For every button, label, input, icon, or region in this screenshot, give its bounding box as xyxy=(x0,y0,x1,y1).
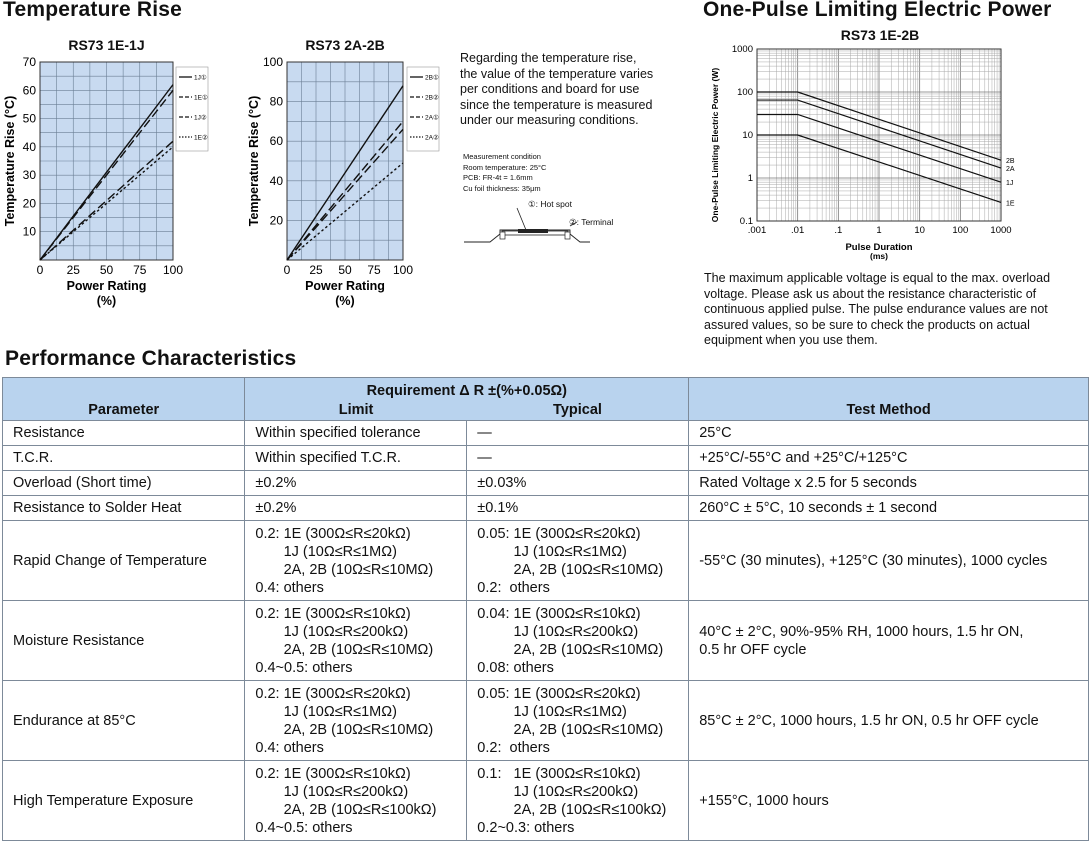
terminal-left xyxy=(500,232,505,239)
temp-rise-chart-2a-2b xyxy=(244,52,444,317)
performance-table xyxy=(2,377,1089,841)
typical-header: Typical xyxy=(467,399,689,421)
test-cell: 25°C xyxy=(689,421,1089,446)
parameter-cell: Overload (Short time) xyxy=(3,471,245,496)
y-tick-label: 50 xyxy=(22,111,36,126)
limit-cell: ±0.2% xyxy=(245,496,467,521)
legend-label: 1J① xyxy=(194,74,207,82)
y-tick-label: 1000 xyxy=(731,44,753,55)
terminal-right xyxy=(565,232,570,239)
table-row xyxy=(3,446,1089,471)
y-tick-label: 1 xyxy=(747,173,753,184)
series-label: 1J xyxy=(1006,180,1014,188)
typical-cell: — xyxy=(467,421,689,446)
y-tick-label: 20 xyxy=(22,196,36,211)
condition-line: Measurement condition xyxy=(463,152,541,161)
parameter-cell: T.C.R. xyxy=(3,446,245,471)
x-tick-label: 100 xyxy=(162,263,184,277)
limit-cell: 0.2: 1E (300Ω≤R≤20kΩ) 1J (10Ω≤R≤1MΩ) 2A, 2B (10Ω≤R≤10MΩ) 0.4: others xyxy=(245,521,467,601)
x-tick-label: 75 xyxy=(367,263,381,277)
y-tick-label: 40 xyxy=(269,173,283,188)
y-tick-label: 60 xyxy=(269,134,283,149)
requirement-header: Requirement Δ R ±(%+0.05Ω) xyxy=(245,378,689,400)
test-cell: Rated Voltage x 2.5 for 5 seconds xyxy=(689,471,1089,496)
test-cell: -55°C (30 minutes), +125°C (30 minutes), 1000 cycles xyxy=(689,521,1089,601)
x-axis-unit: (%) xyxy=(96,294,117,308)
limit-cell: ±0.2% xyxy=(245,471,467,496)
legend-label: 2A① xyxy=(425,114,439,122)
y-axis-label: Temperature Rise (°C) xyxy=(3,95,17,227)
x-tick-label: 25 xyxy=(309,263,323,277)
parameter-cell: Resistance xyxy=(3,421,245,446)
temp-rise-title: Temperature Rise xyxy=(3,0,183,21)
parameter-header: Parameter xyxy=(3,399,245,421)
test-cell: 40°C ± 2°C, 90%-95% RH, 1000 hours, 1.5 hr ON, 0.5 hr OFF cycle xyxy=(689,601,1089,681)
x-tick-label: 100 xyxy=(952,225,969,236)
legend-label: 2A② xyxy=(425,134,439,142)
x-tick-label: 100 xyxy=(392,263,414,277)
pulse-title: One-Pulse Limiting Electric Power xyxy=(703,0,1052,21)
chart1-title: RS73 1E-1J xyxy=(68,37,145,53)
condition-line: PCB: FR-4t = 1.6mm xyxy=(463,173,533,182)
x-tick-label: .01 xyxy=(791,225,805,236)
legend-label: 2B① xyxy=(425,74,439,82)
y-axis-label: Temperature Rise (°C) xyxy=(247,95,261,227)
y-tick-label: 0.1 xyxy=(739,216,753,227)
performance-title: Performance Characteristics xyxy=(5,347,297,370)
series-label: 2B xyxy=(1006,158,1015,166)
x-tick-label: .1 xyxy=(834,225,843,236)
typical-cell: 0.05: 1E (300Ω≤R≤20kΩ) 1J (10Ω≤R≤1MΩ) 2A, 2B (10Ω≤R≤10MΩ) 0.2: others xyxy=(467,681,689,761)
legend-label: 2B② xyxy=(425,94,439,102)
x-axis-unit: (ms) xyxy=(870,251,888,261)
measurement-condition xyxy=(463,152,546,194)
x-axis-label: Pulse Duration xyxy=(845,242,913,253)
desc-line: Regarding the temperature rise, xyxy=(460,51,637,65)
test-cell: +155°C, 1000 hours xyxy=(689,761,1089,841)
condition-line: Cu foil thickness: 35μm xyxy=(463,183,541,193)
limit-cell: Within specified tolerance xyxy=(245,421,467,446)
parameter-cell: Moisture Resistance xyxy=(3,601,245,681)
limit-cell: 0.2: 1E (300Ω≤R≤20kΩ) 1J (10Ω≤R≤1MΩ) 2A, 2B (10Ω≤R≤10MΩ) 0.4: others xyxy=(245,681,467,761)
pulse-chart-title: RS73 1E-2B xyxy=(840,27,920,43)
parameter-cell: Resistance to Solder Heat xyxy=(3,496,245,521)
y-tick-label: 80 xyxy=(269,94,283,109)
pulse-desc-line: The maximum applicable voltage is equal to the max. overload xyxy=(704,271,1051,285)
legend-label: 1E① xyxy=(194,94,208,102)
parameter-header-top xyxy=(3,378,245,400)
y-tick-label: 20 xyxy=(269,213,283,228)
test-method-header: Test Method xyxy=(689,399,1089,421)
resistor-element xyxy=(518,229,548,233)
y-tick-label: 10 xyxy=(742,130,753,141)
y-tick-label: 60 xyxy=(22,83,36,98)
chart1-plot xyxy=(3,55,208,308)
x-tick-label: 50 xyxy=(99,263,114,277)
table-row xyxy=(3,471,1089,496)
test-cell: 85°C ± 2°C, 1000 hours, 1.5 hr ON, 0.5 hr OFF cycle xyxy=(689,681,1089,761)
limit-cell: 0.2: 1E (300Ω≤R≤10kΩ) 1J (10Ω≤R≤200kΩ) 2A, 2B (10Ω≤R≤10MΩ) 0.4~0.5: others xyxy=(245,601,467,681)
terminal-label: ②: Terminal xyxy=(569,217,614,227)
x-tick-label: 50 xyxy=(338,263,352,277)
series-label: 1E xyxy=(1006,200,1015,208)
limit-header: Limit xyxy=(245,399,467,421)
desc-line: under our measuring conditions. xyxy=(460,113,639,127)
typical-cell: 0.1: 1E (300Ω≤R≤10kΩ) 1J (10Ω≤R≤200kΩ) 2A, 2B (10Ω≤R≤100kΩ) 0.2~0.3: others xyxy=(467,761,689,841)
parameter-cell: High Temperature Exposure xyxy=(3,761,245,841)
test-header-top xyxy=(689,378,1089,400)
pulse-description xyxy=(704,271,1084,349)
condition-line: Room temperature: 25°C xyxy=(463,162,547,172)
desc-line: since the temperature is measured xyxy=(460,97,653,112)
typical-cell: ±0.1% xyxy=(467,496,689,521)
y-tick-label: 70 xyxy=(22,55,36,69)
typical-cell: 0.04: 1E (300Ω≤R≤10kΩ) 1J (10Ω≤R≤200kΩ) 2A, 2B (10Ω≤R≤10MΩ) 0.08: others xyxy=(467,601,689,681)
table-row xyxy=(3,496,1089,521)
desc-line: the value of the temperature varies xyxy=(460,66,654,81)
table-row xyxy=(3,681,1089,761)
table-row xyxy=(3,521,1089,601)
chart3-plot xyxy=(710,44,1015,261)
x-tick-label: 25 xyxy=(66,263,80,277)
x-tick-label: 10 xyxy=(914,225,925,236)
series-label: 2A xyxy=(1006,166,1015,174)
pulse-power-chart xyxy=(705,40,1025,268)
x-tick-label: 1000 xyxy=(990,225,1012,236)
pulse-desc-line: assured values, so be sure to check the products on actual xyxy=(704,317,1030,332)
desc-line: per conditions and board for use xyxy=(460,82,640,96)
legend-label: 1E② xyxy=(194,134,208,142)
temp-rise-chart-1e-1j xyxy=(0,52,215,317)
x-axis-label: Power Rating xyxy=(305,279,385,293)
y-axis-label: One-Pulse Limiting Electric Power (W) xyxy=(710,67,720,223)
x-axis-unit: (%) xyxy=(335,294,355,308)
legend-label: 1J② xyxy=(194,114,207,122)
x-tick-label: 0 xyxy=(283,263,291,277)
test-cell: 260°C ± 5°C, 10 seconds ± 1 second xyxy=(689,496,1089,521)
y-tick-label: 10 xyxy=(22,224,36,239)
x-tick-label: .001 xyxy=(747,225,767,236)
limit-cell: Within specified T.C.R. xyxy=(245,446,467,471)
typical-cell: 0.05: 1E (300Ω≤R≤20kΩ) 1J (10Ω≤R≤1MΩ) 2A, 2B (10Ω≤R≤10MΩ) 0.2: others xyxy=(467,521,689,601)
chart2-title: RS73 2A-2B xyxy=(305,37,385,53)
hot-spot-label: ①: Hot spot xyxy=(528,199,572,209)
table-row xyxy=(3,421,1089,446)
x-tick-label: 0 xyxy=(36,263,44,277)
table-row xyxy=(3,601,1089,681)
y-tick-label: 100 xyxy=(737,87,753,98)
test-cell: +25°C/-55°C and +25°C/+125°C xyxy=(689,446,1089,471)
temp-rise-description xyxy=(460,51,690,129)
typical-cell: ±0.03% xyxy=(467,471,689,496)
x-tick-label: 75 xyxy=(133,263,147,277)
y-tick-label: 100 xyxy=(262,55,283,69)
pulse-desc-line: continuous applied pulse. The pulse endurance values are not xyxy=(704,302,1048,316)
pulse-desc-line: voltage. Please ask us about the resistance characteristic of xyxy=(704,286,1037,301)
x-tick-label: 1 xyxy=(876,225,882,236)
x-axis-label: Power Rating xyxy=(66,279,147,293)
y-tick-label: 30 xyxy=(22,168,36,183)
hot-spot-leader xyxy=(517,208,526,230)
limit-cell: 0.2: 1E (300Ω≤R≤10kΩ) 1J (10Ω≤R≤200kΩ) 2A, 2B (10Ω≤R≤100kΩ) 0.4~0.5: others xyxy=(245,761,467,841)
table-row xyxy=(3,761,1089,841)
typical-cell: — xyxy=(467,446,689,471)
parameter-cell: Rapid Change of Temperature xyxy=(3,521,245,601)
parameter-cell: Endurance at 85°C xyxy=(3,681,245,761)
y-tick-label: 40 xyxy=(22,139,36,154)
pulse-desc-line: equipment when you use them. xyxy=(704,333,878,347)
chart2-plot xyxy=(247,55,439,308)
